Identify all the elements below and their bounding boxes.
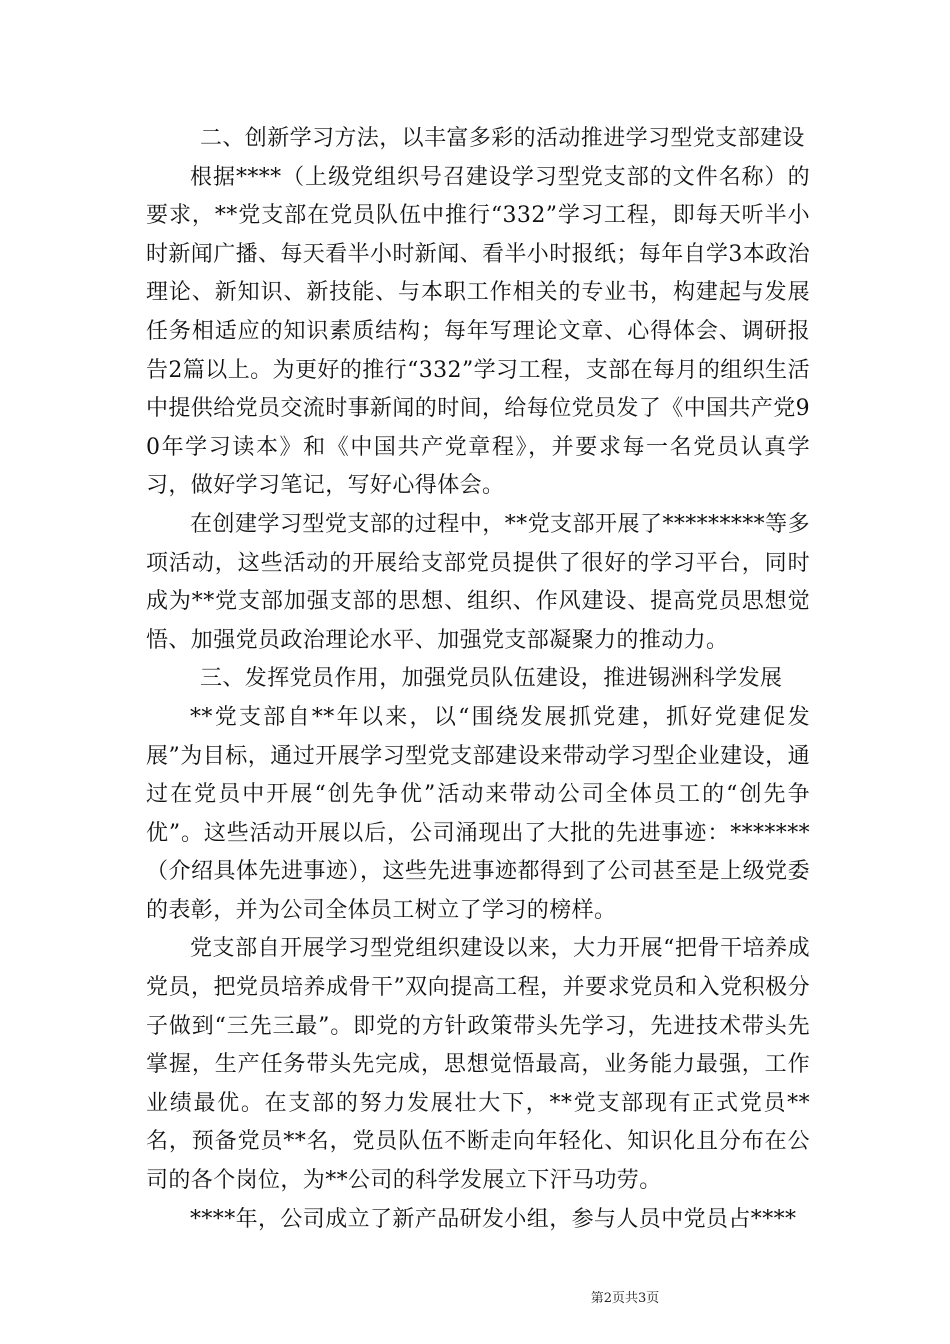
document-body <box>146 120 810 1239</box>
paragraph-rd-team: ****年，公司成立了新产品研发小组，参与人员中党员占**** <box>190 1206 797 1232</box>
paragraph-learning-activities: 在创建学习型党支部的过程中，**党支部开展了*********等多项活动，这些活动的开展给支部党员提供了很好的学习平台，同时成为**党支部加强支部的思想、组织、作风建设、提高党员思想觉悟、加强党员政治理论水平、加强党支部凝聚力的推动力。 <box>146 511 810 653</box>
paragraph-development-goal: **党支部自**年以来，以“围绕发展抓党建，抓好党建促发展”为目标，通过开展学习型党支部建设来带动学习型企业建设，通过在党员中开展“创先争优”活动来带动公司全体员工的“创先争优”。这些活动开展以后，公司涌现出了大批的先进事迹：*******（介绍具体先进事迹），这些先进事迹都得到了公司甚至是上级党委的表彰，并为公司全体员工树立了学习的榜样。 <box>146 704 810 923</box>
page-number-footer: 第2页共3页 <box>590 1291 660 1306</box>
section-heading-3: 三、发挥党员作用，加强党员队伍建设，推进锡洲科学发展 <box>200 666 783 692</box>
section-heading-2: 二、创新学习方法，以丰富多彩的活动推进学习型党支部建设 <box>200 126 805 151</box>
paragraph-three-firsts: 党支部自开展学习型党组织建设以来，大力开展“把骨干培养成党员，把党员培养成骨干”双向提高工程，并要求党员和入党积极分子做到“三先三最”。即党的方针政策带头先学习，先进技术带头先掌握，生产任务带头先完成，思想觉悟最高，业务能力最强，工作业绩最优。在支部的努力发展壮大下，**党支部现有正式党员**名，预备党员**名，党员队伍不断走向年轻化、知识化且分布在公司的各个岗位，为**公司的科学发展立下汗马功劳。 <box>146 936 810 1194</box>
paragraph-332-project: 根据****（上级党组织号召建设学习型党支部的文件名称）的要求，**党支部在党员队伍中推行“332”学习工程，即每天听半小时新闻广播、每天看半小时新闻、看半小时报纸；每年自学3本政治理论、新知识、新技能、与本职工作相关的专业书，构建起与发展任务相适应的知识素质结构；每年写理论文章、心得体会、调研报告2篇以上。为更好的推行“332”学习工程，支部在每月的组织生活中提供给党员交流时事新闻的时间，给每位党员发了《中国共产党90年学习读本》和《中国共产党章程》，并要求每一名党员认真学习，做好学习笔记，写好心得体会。 <box>146 164 810 499</box>
